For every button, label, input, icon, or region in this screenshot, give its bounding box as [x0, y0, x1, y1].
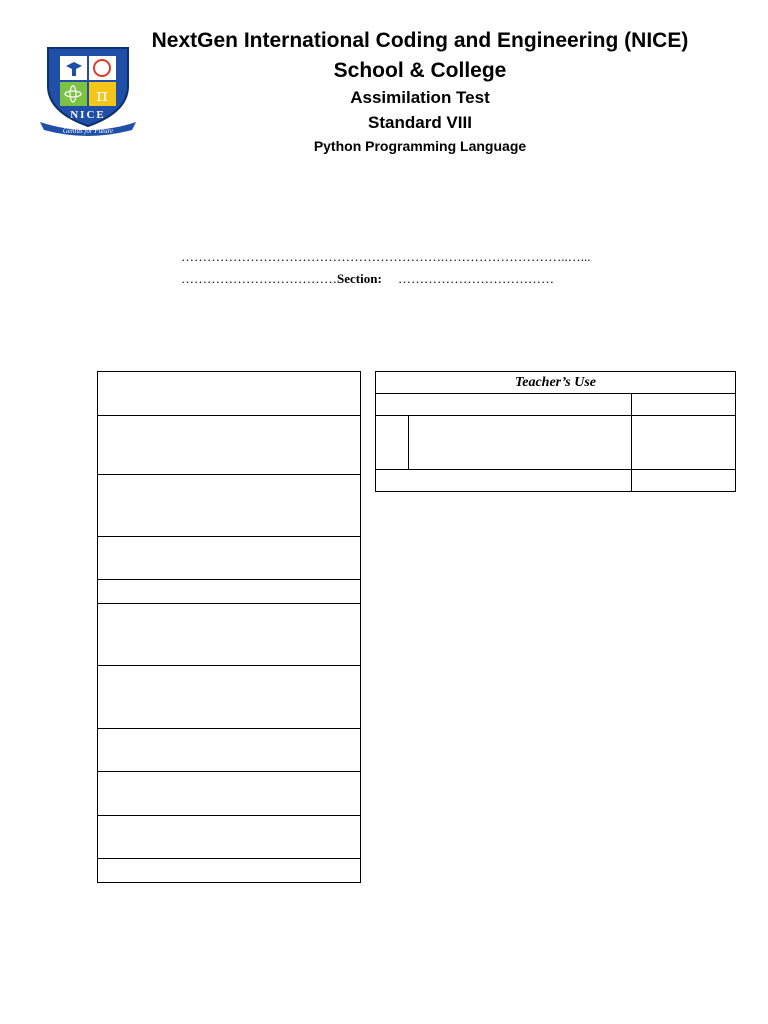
left-table — [97, 371, 361, 883]
school-name: NextGen International Coding and Engineering (NICE) — [151, 29, 689, 52]
roll-section-line — [181, 271, 554, 287]
logo-text: NICE — [70, 109, 106, 121]
roll-dotted-field[interactable]: ……………………………… — [181, 271, 337, 286]
subject: Python Programming Language — [313, 138, 527, 154]
section-dotted-field[interactable]: ……………………………… — [398, 271, 555, 286]
name-dotted-field[interactable]: …………………………………………………….………………………..…... — [181, 249, 591, 264]
school-subtitle: School & College — [333, 59, 507, 82]
test-name: Assimilation Test — [350, 88, 490, 107]
logo-motto: Genius for Future — [62, 127, 114, 135]
school-logo — [36, 34, 140, 138]
teacher-use-title: Teacher’s Use — [514, 375, 596, 390]
section-label: Section: — [337, 271, 382, 286]
pi-glyph: π — [96, 85, 108, 106]
standard: Standard VIII — [368, 113, 472, 132]
